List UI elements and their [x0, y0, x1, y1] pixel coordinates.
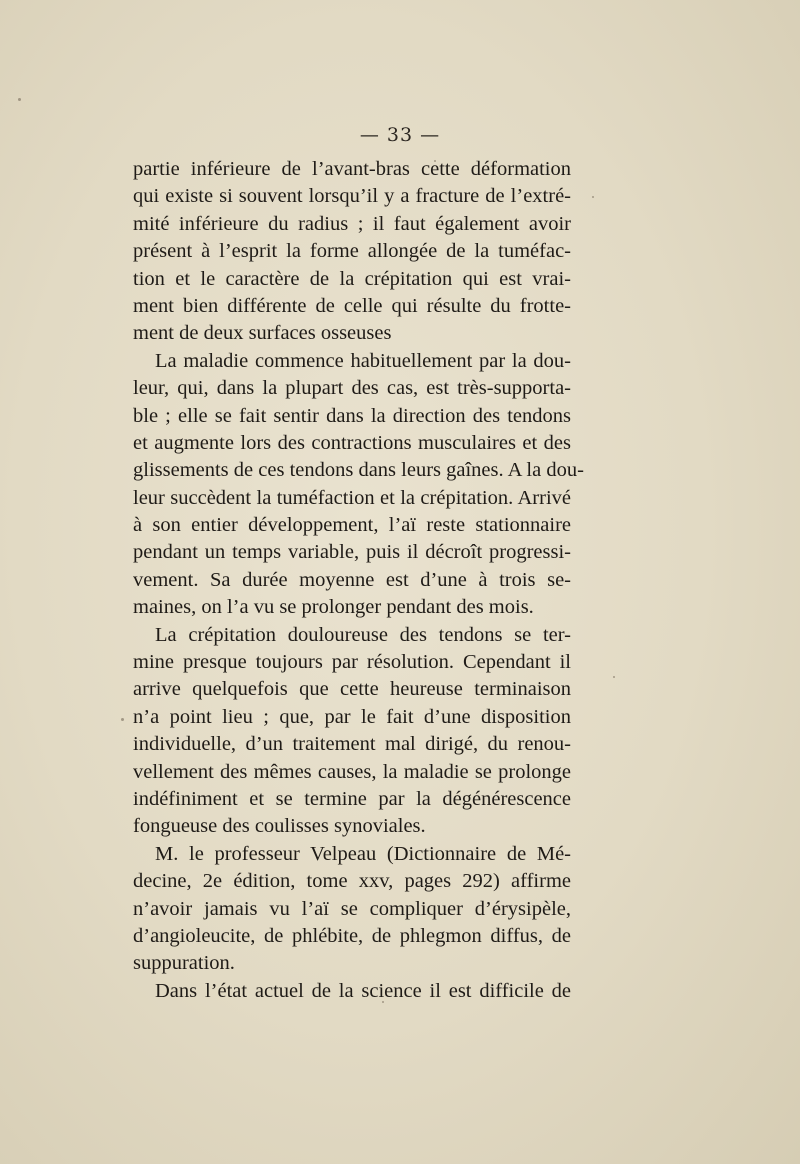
text-line: leur succèdent la tuméfaction et la crépitation. Arrivé: [133, 486, 571, 509]
text-line: qui existe si souvent lorsqu’il y a fracture de l’extré-: [133, 185, 571, 208]
text-line: M. le professeur Velpeau (Dictionnaire de Mé-: [155, 842, 571, 865]
text-line: maines, on l’a vu se prolonger pendant des mois.: [133, 596, 534, 619]
text-line: à son entier développement, l’aï reste stationnaire: [133, 514, 571, 537]
text-line: présent à l’esprit la forme allongée de la tuméfac-: [133, 240, 571, 263]
paragraph: [133, 622, 571, 841]
text-line: n’a point lieu ; que, par le fait d’une disposition: [133, 705, 571, 728]
text-line: La crépitation douloureuse des tendons se ter-: [155, 623, 571, 646]
text-line: ble ; elle se fait sentir dans la direction des tendons: [133, 404, 571, 427]
text-line: leur, qui, dans la plupart des cas, est très-supporta-: [133, 377, 571, 400]
text-line: suppuration.: [133, 952, 235, 975]
text-line: mine presque toujours par résolution. Cependant il: [133, 651, 571, 674]
paragraph: [133, 841, 571, 978]
text-line: Dans l’état actuel de la science il est difficile de: [155, 979, 571, 1002]
text-line: et augmente lors des contractions musculaires et des: [133, 431, 571, 454]
text-line: indéfiniment et se termine par la dégénérescence: [133, 787, 571, 810]
text-line: ment bien différente de celle qui résulte du frotte-: [133, 294, 571, 317]
paragraph: [133, 978, 571, 1005]
paragraph: [133, 156, 571, 348]
body-text: [133, 156, 584, 1005]
page-number: — 33 —: [359, 124, 441, 146]
text-line: vellement des mêmes causes, la maladie se prolonge: [133, 760, 571, 783]
text-line: individuelle, d’un traitement mal dirigé, du renou-: [133, 733, 571, 756]
text-line: arrive quelquefois que cette heureuse terminaison: [133, 678, 571, 701]
text-line: vement. Sa durée moyenne est d’une à trois se-: [133, 568, 571, 591]
text-line: n’avoir jamais vu l’aï se compliquer d’érysipèle,: [133, 897, 571, 920]
paragraph: [133, 348, 584, 622]
text-line: d’angioleucite, de phlébite, de phlegmon diffus, de: [133, 924, 571, 947]
text-line: fongueuse des coulisses synoviales.: [133, 815, 426, 838]
text-line: La maladie commence habituellement par la dou-: [155, 349, 571, 372]
text-line: glissements de ces tendons dans leurs gaînes. A la dou-: [133, 459, 584, 482]
text-line: tion et le caractère de la crépitation qui est vrai-: [133, 267, 571, 290]
text-line: partie inférieure de l’avant-bras cette déformation: [133, 158, 571, 180]
text-line: pendant un temps variable, puis il décroît progressi-: [133, 541, 571, 564]
text-line: mité inférieure du radius ; il faut également avoir: [133, 212, 571, 235]
text-line: decine, 2e édition, tome xxv, pages 292) affirme: [133, 870, 571, 893]
text-line: ment de deux surfaces osseuses: [133, 322, 392, 345]
